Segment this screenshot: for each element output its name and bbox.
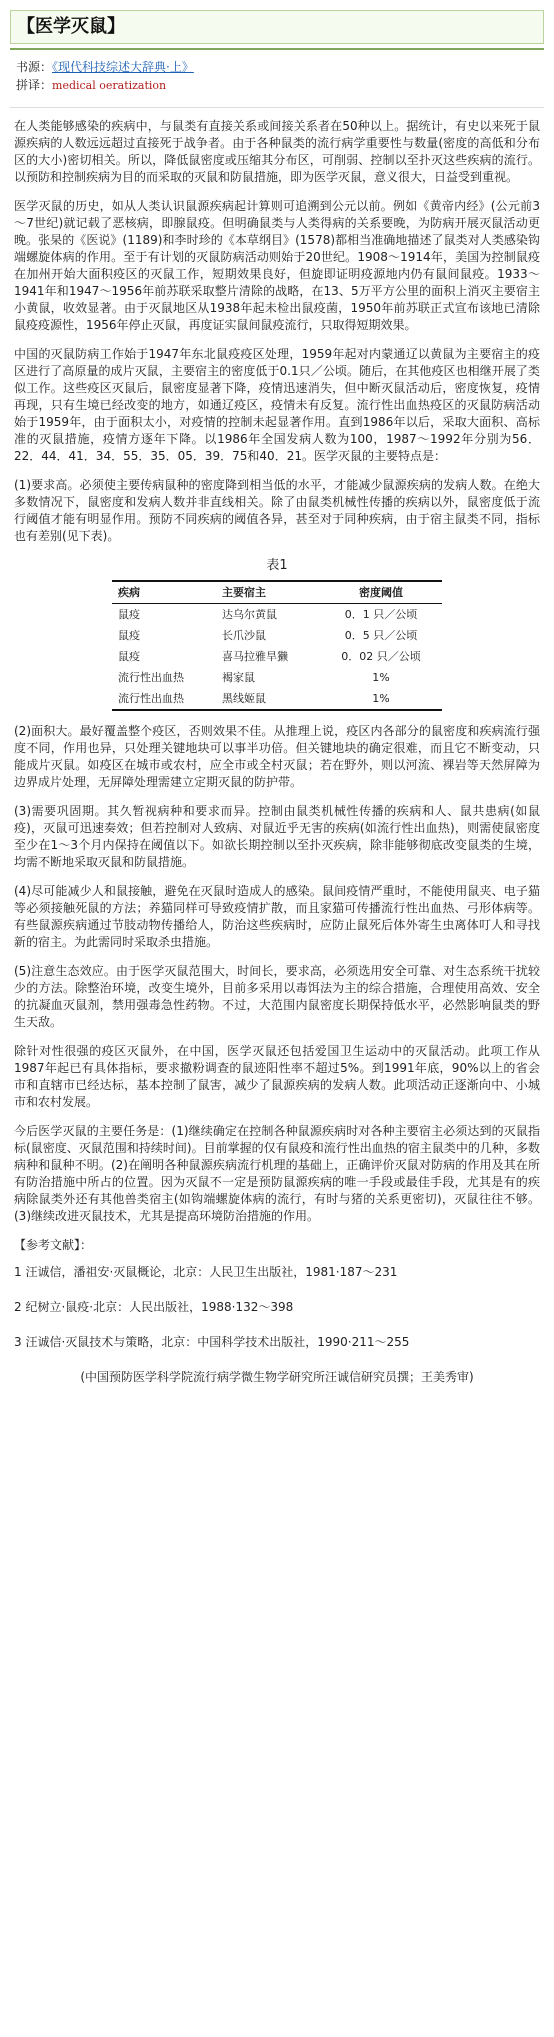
title-bar xyxy=(10,10,544,44)
reference-item: 2 纪树立·鼠疫·北京：人民出版社，1988·132～398 xyxy=(14,1300,294,1314)
table-row xyxy=(112,646,442,667)
table-row xyxy=(112,688,442,710)
paragraph-patriotic: 除针对性很强的疫区灭鼠外，在中国，医学灭鼠还包括爱国卫生运动中的灭鼠活动。此项工作从1987年起已有具体指标，要求撤粉调查的鼠迹阳性率不超过5%。到1991年底，90%以上的省会市和直辖市已经达标，基本控制了鼠害，减少了鼠源疾病的发病人数。此项活动正逐渐向中、小城市和农村发展。 xyxy=(14,1044,540,1109)
table-cell: 0．5 只／公顷 xyxy=(344,629,418,642)
meta-block xyxy=(10,50,544,101)
pinyin-value: medical oeratization xyxy=(52,79,167,92)
table-cell: 鼠疫 xyxy=(118,629,140,642)
references-title: 【参考文献】： xyxy=(14,1238,93,1252)
table-cell: 流行性出血热 xyxy=(118,671,184,684)
paragraph-future: 今后医学灭鼠的主要任务是：(1)继续确定在控制各种鼠源疾病时对各种主要宿主必须达到的灭鼠指标(鼠密度、灭鼠范围和持续时间)。目前掌握的仅有鼠疫和流行性出血热的宿主鼠类中的几种，多数病种和鼠种不明。(2)在阐明各种鼠源疾病流行机理的基础上，正确评价灭鼠对防病的作用及其在所有防治措施中所占的位置。因为灭鼠不一定是预防鼠源疾病的唯一手段或最佳手段，尤其是有的疾病除鼠类外还有其他兽类宿主(如钩端螺旋体病的流行，有时与猪的关系更密切)，灭鼠往往不够。(3)继续改进灭鼠技术，尤其是提高环境防治措施的作用。 xyxy=(14,1124,540,1223)
paragraph-history: 医学灭鼠的历史，如从人类认识鼠源疾病起计算则可追溯到公元以前。例如《黄帝内经》(公元前3～7世纪)就记载了恶核病，即腺鼠疫。但明确鼠类与人类得病的关系要晚，为防病开展灭鼠活动更晚。张杲的《医说》(1189)和李时珍的《本草纲目》(1578)都相当准确地描述了鼠类对人类感染钩端螺旋体病的作用。至于有计划的灭鼠防病活动则始于20世纪。1908～1914年，美国为控制鼠疫在加州开始大面积疫区的灭鼠工作，短期效果良好，但旋即证明疫源地内仍有鼠间鼠疫。1933～1941年和1947～1956年前苏联采取整片清除的战略，在13、5万平方公里的面积上消灭主要宿主小黄鼠，收效显著。由于灭鼠地区从1938年起未检出鼠疫菌，1950年前苏联正式宣布该地已清除鼠疫疫源性，1956年停止灭鼠，再度证实鼠间鼠疫流行，只取得短期效果。 xyxy=(14,199,540,332)
pinyin-label: 拼译： xyxy=(16,78,53,92)
table-cell: 0．1 只／公顷 xyxy=(344,608,418,621)
table-cell: 喜马拉雅旱獭 xyxy=(222,650,288,663)
paragraph-feature-4: (4)尽可能减少人和鼠接触，避免在灭鼠时造成人的感染。鼠间疫情严重时，不能使用鼠夹、电子猫等必须接触死鼠的方法；养猫同样可导致疫情扩散，而且家猫可传播流行性出血热、弓形体病等。有些鼠源疾病通过节肢动物传播给人，防治这些疾病时，应防止鼠死后体外寄生虫离体叮人和寻找新的宿主。为此需同时采取杀虫措施。 xyxy=(14,884,540,949)
source-row xyxy=(16,58,538,76)
table-cell: 达乌尔黄鼠 xyxy=(222,608,277,621)
table-cell: 1% xyxy=(372,671,390,684)
table-row xyxy=(112,604,442,626)
table-cell: 1% xyxy=(372,692,390,705)
reference-item: 3 汪诚信·灭鼠技术与策略，北京：中国科学技术出版社，1990·211～255 xyxy=(14,1335,410,1349)
table-cell: 鼠疫 xyxy=(118,608,140,621)
table-caption: 表1 xyxy=(266,558,288,573)
source-label: 书源： xyxy=(16,60,53,74)
source-link[interactable]: 《现代科技综述大辞典·上》 xyxy=(52,60,194,74)
table-cell: 鼠疫 xyxy=(118,650,140,663)
paragraph-feature-5: (5)注意生态效应。由于医学灭鼠范围大，时间长，要求高，必须选用安全可靠、对生态系统干扰较少的方法。除整治环境，改变生境外，目前多采用以毒饵法为主的综合措施，合理使用高效、安全的抗凝血灭鼠剂，禁用强毒急性药物。不过，大范围内鼠密度长期保持低水平，必然影响鼠类的野生天敌。 xyxy=(14,964,540,1029)
meta-divider xyxy=(10,107,544,108)
paragraph-intro: 在人类能够感染的疾病中，与鼠类有直接关系或间接关系者在50种以上。据统计，有史以来死于鼠源疾病的人数远远超过直接死于战争者。由于各种鼠类的流行病学重要性与数量(密度的高低和分布区的大小)密切相关。所以，降低鼠密度或压缩其分布区，可削弱、控制以至扑灭这些疾病的流行。以预防和控制疾病为目的而采取的灭鼠和防鼠措施，即为医学灭鼠，意义很大，日益受到重视。 xyxy=(14,119,540,184)
table-cell: 黑线姬鼠 xyxy=(222,692,266,705)
paragraph-china: 中国的灭鼠防病工作始于1947年东北鼠疫疫区处理，1959年起对内蒙通辽以黄鼠为主要宿主的疫区进行了高原量的成片灭鼠，主要宿主的密度低于0.1只／公顷。随后，在其他疫区也相继开展了类似工作。这些疫区灭鼠后，鼠密度显著下降，疫情迅速消失，但中断灭鼠活动后，密度恢复，疫情再现，只有生境已经改变的地方，如通辽疫区，疫情未有反复。流行性出血热疫区的灭鼠防病活动始于1959年，由于面积太小，对疫情的控制未起显著作用。直到1986年以后，采取大面积、高标准的灭鼠措施，疫情方逐年下降。以1986年全国发病人数为100，1987～1992年分别为56．22．44．41．34．55．35．05．39．75和40．21。医学灭鼠的主要特点是： xyxy=(14,347,540,463)
page-title: 【医学灭鼠】 xyxy=(17,16,125,37)
table-cell: 0．02 只／公顷 xyxy=(341,650,421,663)
paragraph-feature-1: (1)要求高。必须使主要传病鼠种的密度降到相当低的水平，才能减少鼠源疾病的发病人数。在绝大多数情况下，鼠密度和发病人数并非直线相关。除了由鼠类机械性传播的疾病以外，鼠密度低于流行阈值才能有明显作用。预防不同疾病的阈值各异，甚至对于同种疾病，由于宿主鼠类不同，指标也有差别(见下表)。 xyxy=(14,478,540,543)
pinyin-row xyxy=(16,76,538,95)
table-cell: 流行性出血热 xyxy=(118,692,184,705)
table-header-row xyxy=(112,581,442,604)
table-row xyxy=(112,667,442,688)
table-header-cell: 主要宿主 xyxy=(222,586,266,599)
author-credit: (中国预防医学科学院流行病学微生物学研究所汪诚信研究员撰；王美秀审) xyxy=(80,1370,474,1384)
reference-item: 1 汪诚信，潘祖安·灭鼠概论，北京：人民卫生出版社，1981·187～231 xyxy=(14,1265,398,1279)
paragraph-feature-3: (3)需要巩固期。其久暂视病种和要求而异。控制由鼠类机械性传播的疾病和人、鼠共患病(如鼠疫)，灭鼠可迅速奏效；但若控制对人致病、对鼠近乎无害的疾病(如流行性出血热)，则需使鼠密度至少在1～3个月内保持在阈值以下。如欲长期控制以至扑灭疾病，除非能够彻底改变鼠类的生境，均需不断地采取灭鼠和防鼠措施。 xyxy=(14,804,540,869)
table-header-cell: 密度阈值 xyxy=(359,586,403,599)
table-row xyxy=(112,625,442,646)
table-cell: 褐家鼠 xyxy=(222,671,255,684)
threshold-table xyxy=(112,580,442,711)
table-header-cell: 疾病 xyxy=(118,586,140,599)
paragraph-feature-2: (2)面积大。最好覆盖整个疫区，否则效果不佳。从推理上说，疫区内各部分的鼠密度和疾病流行强度不同，作用也异，只处理关键地块可以事半功倍。但关键地块的确定很难，而且它不断变动，只能成片灭鼠。如疫区在城市或农村，应全市或全村灭鼠；若在野外，则以河流、裸岩等天然屏障为边界成片处理，无屏障处理需建立定期灭鼠的防护带。 xyxy=(14,724,540,789)
table-cell: 长爪沙鼠 xyxy=(222,629,266,642)
